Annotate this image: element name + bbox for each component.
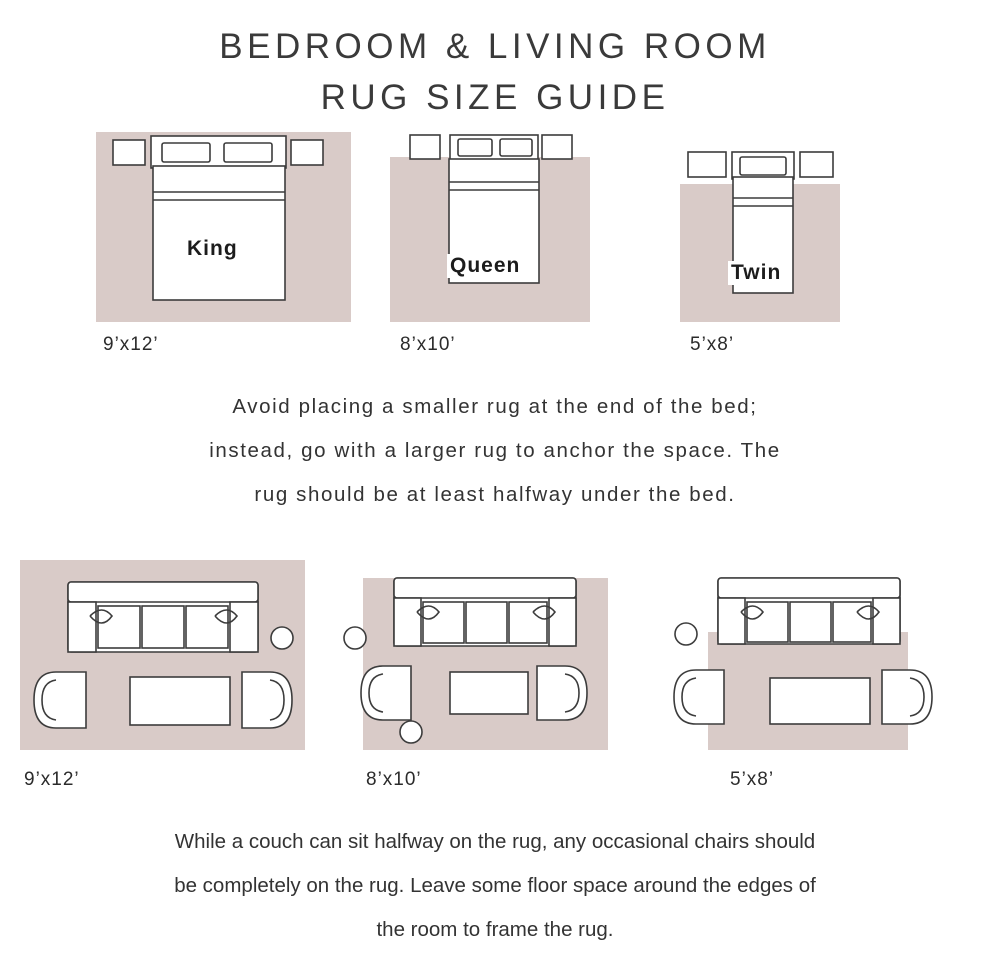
rug-size-label-living-5x8: 5’x8’ xyxy=(730,769,775,790)
bed-label-twin: Twin xyxy=(728,261,784,285)
living-diagram-5x8 xyxy=(708,632,908,750)
bedroom-diagram-twin xyxy=(680,184,840,322)
rug-size-label-king: 9’x12’ xyxy=(103,333,159,355)
bedroom-caption-line-1: Avoid placing a smaller rug at the end of the bed; xyxy=(232,395,758,418)
living-caption-line-3: the room to frame the rug. xyxy=(376,918,614,941)
living-set-illustration-9x12 xyxy=(20,560,305,750)
bedroom-caption xyxy=(0,385,990,517)
living-caption-line-1: While a couch can sit halfway on the rug, any occasional chairs should xyxy=(174,830,816,853)
bedroom-diagram-row xyxy=(0,124,990,354)
living-set-illustration-5x8 xyxy=(708,560,908,755)
living-diagram-8x10 xyxy=(363,578,608,750)
page-title-line-1: BEDROOM & LIVING ROOM xyxy=(219,27,771,66)
bed-label-queen: Queen xyxy=(447,254,523,278)
living-room-caption xyxy=(0,820,990,952)
living-set-illustration-8x10 xyxy=(363,560,608,755)
bedroom-caption-line-3: rug should be at least halfway under the bed. xyxy=(254,483,736,506)
bed-label-king: King xyxy=(184,237,241,261)
queen-bed-illustration xyxy=(390,135,590,310)
living-room-diagram-row xyxy=(0,556,990,790)
bedroom-diagram-queen xyxy=(390,157,590,322)
rug-size-label-twin: 5’x8’ xyxy=(690,333,735,355)
living-diagram-9x12 xyxy=(20,560,305,750)
rug-size-label-living-9x12: 9’x12’ xyxy=(24,769,80,790)
rug-size-label-queen: 8’x10’ xyxy=(400,333,456,355)
living-caption-line-2: be completely on the rug. Leave some floor space around the edges of xyxy=(174,874,816,897)
bedroom-diagram-king xyxy=(96,132,351,322)
rug-size-label-living-8x10: 8’x10’ xyxy=(366,769,422,790)
bedroom-caption-line-2: instead, go with a larger rug to anchor the space. The xyxy=(209,439,781,462)
page-title xyxy=(0,0,990,124)
page-title-line-2: RUG SIZE GUIDE xyxy=(320,77,670,117)
king-bed-illustration xyxy=(96,130,351,330)
